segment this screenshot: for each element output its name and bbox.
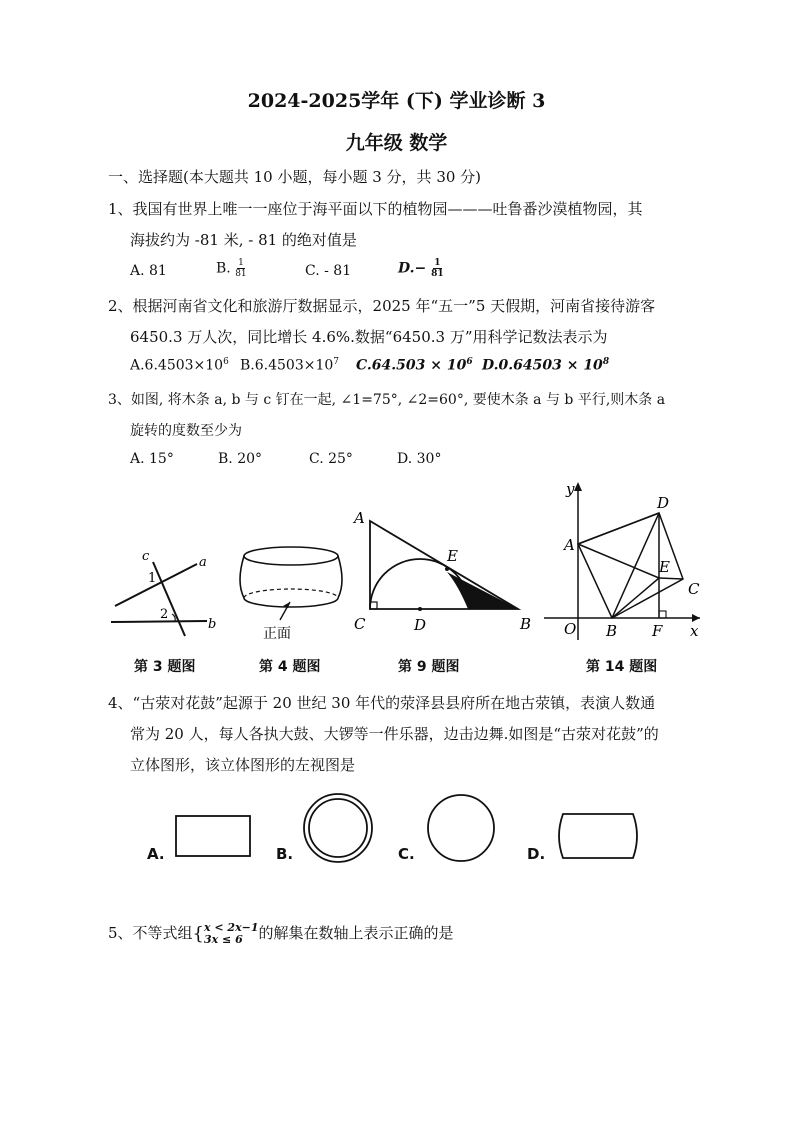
fig14-label-y: y [566, 480, 575, 498]
q4-option-c-circle [424, 790, 500, 866]
q1-option-d: D.− $\frac{1}{81}$ [398, 258, 444, 279]
fig3-caption: 第 3 题图 [134, 659, 196, 675]
q3-option-c: C. 25° [309, 451, 353, 467]
fig9-label-B: B [520, 615, 532, 633]
q2-option-b: $B.6.4503\times 10^7$ [240, 357, 340, 374]
q4-option-b-double-circle [300, 790, 376, 866]
q4-option-a-label: A. [147, 845, 165, 863]
fig9-label-D: D [414, 616, 427, 634]
q2-line2: 6450.3 万人次，同比增长 4.6%.数据“6450.3 万”用科学记数法表示为 [130, 328, 608, 346]
q4-line1: 4、“古荥对花鼓”起源于 20 世纪 30 年代的荥泽县县府所在地古荥镇，表演人数通 [108, 694, 656, 712]
fig14-label-x: x [690, 622, 699, 640]
q4-option-b-label: B. [276, 845, 294, 863]
q2-option-a: $A.6.4503\times 10^6$ [130, 357, 229, 374]
q3-option-b: B. 20° [218, 451, 263, 467]
q4-option-c-label: C. [398, 845, 415, 863]
fig9-label-E: E [447, 547, 458, 565]
q4-option-a-rectangle [172, 812, 254, 862]
fig4-front-label: 正面 [263, 626, 291, 642]
q1-line2: 海拔约为 -81 米, - 81 的绝对值是 [130, 231, 357, 249]
q5-line: 5、不等式组{ x < 2x−1 3x ≤ 6 的解集在数轴上表示正确的是 [108, 921, 454, 946]
q1-option-c: C. - 81 [305, 263, 352, 279]
q2-option-c: $C.64.503 \times 10^6$ [356, 357, 473, 374]
fig14-label-B: B [606, 622, 618, 640]
fig9-label-A: A [354, 509, 365, 527]
exam-title: 2024-2025学年 (下) 学业诊断 3 [247, 90, 546, 112]
fig3-label-a: a [199, 555, 207, 570]
figure-9-triangle [350, 505, 535, 635]
q4-option-d-barrel [553, 808, 643, 864]
q4-line3: 立体图形，该立体图形的左视图是 [130, 756, 356, 774]
fig9-label-C: C [354, 615, 366, 633]
fig14-label-E: E [659, 558, 670, 576]
fig9-caption: 第 9 题图 [398, 659, 460, 675]
fig3-angle-1: 1 [148, 571, 157, 586]
fig3-label-b: b [208, 617, 217, 632]
figure-4-drum [236, 540, 356, 642]
fig4-caption: 第 4 题图 [259, 659, 321, 675]
fig14-label-D: D [657, 494, 670, 512]
fig14-label-O: O [564, 620, 577, 638]
figure-14-coordinate [540, 476, 710, 644]
fig14-caption: 第 14 题图 [586, 659, 658, 675]
fig14-label-C: C [688, 580, 700, 598]
q1-option-a: A. 81 [130, 263, 167, 279]
section-heading: 一、选择题(本大题共 10 小题，每小题 3 分，共 30 分) [108, 168, 482, 186]
q4-option-d-label: D. [527, 845, 546, 863]
fig3-angle-2: 2 [160, 607, 169, 622]
figure-3-sticks [105, 540, 225, 640]
fig14-label-F: F [652, 622, 663, 640]
q3-line1: 3、如图, 将木条 a, b 与 c 钉在一起, ∠1=75°, ∠2=60°, 要使木条 a 与 b 平行,则木条 a [108, 392, 666, 408]
q3-option-d: D. 30° [397, 451, 442, 467]
q3-option-a: A. 15° [130, 451, 174, 467]
exam-subtitle: 九年级 数学 [345, 132, 448, 154]
q1-option-b: B. $\frac{1}{81}$ [216, 258, 247, 279]
q2-option-d: $D.0.64503 \times 10^8$ [482, 357, 610, 374]
fig3-label-c: c [142, 549, 150, 564]
q1-line1: 1、我国有世界上唯一一座位于海平面以下的植物园———吐鲁番沙漠植物园，其 [108, 200, 643, 218]
q4-line2: 常为 20 人，每人各执大鼓、大锣等一件乐器，边击边舞.如图是“古荥对花鼓”的 [130, 725, 659, 743]
q3-line2: 旋转的度数至少为 [130, 423, 242, 439]
fig14-label-A: A [564, 536, 575, 554]
q2-line1: 2、根据河南省文化和旅游厅数据显示，2025 年“五一”5 天假期，河南省接待游客 [108, 297, 656, 315]
